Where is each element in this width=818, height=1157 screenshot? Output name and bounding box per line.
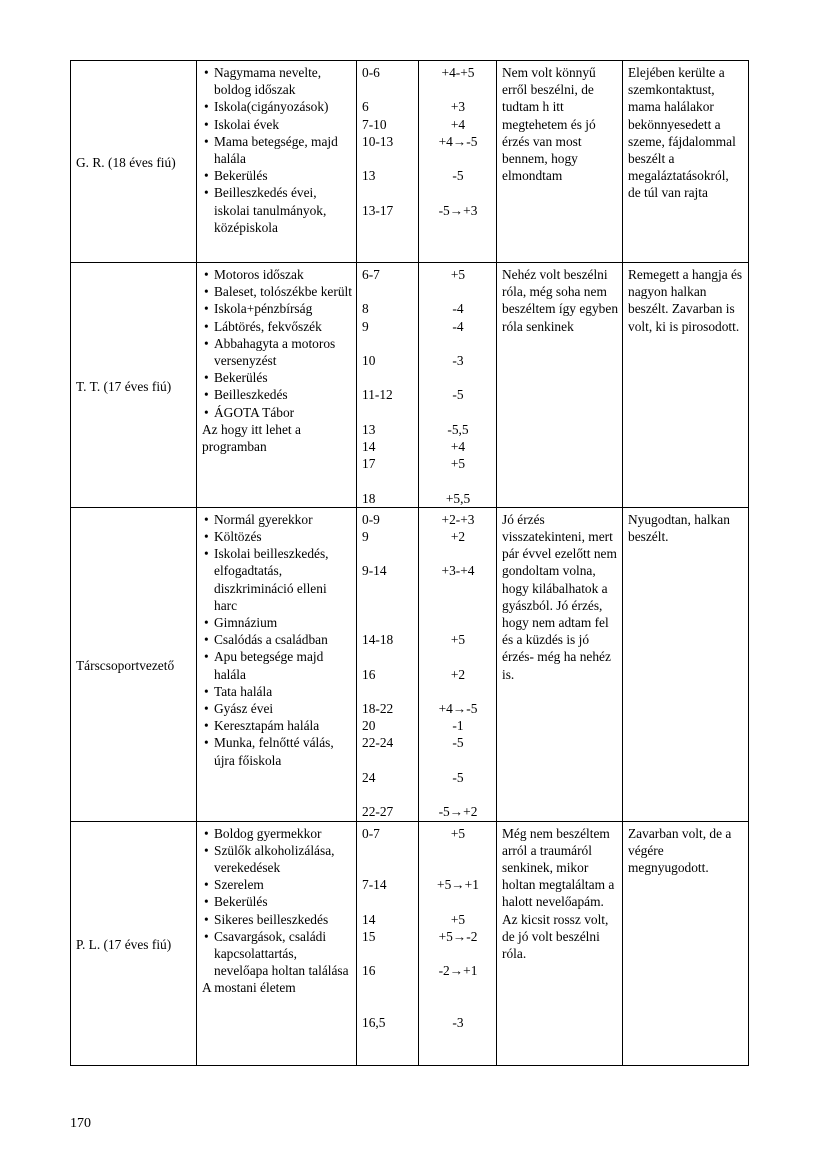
score-value: +4→-5 [438, 701, 478, 717]
event-item: • Motoros időszak [202, 266, 352, 283]
score-value: +4 [450, 439, 466, 455]
age-value: 24 [362, 769, 376, 785]
score-value [424, 979, 492, 996]
age-value [362, 580, 414, 597]
life-events-table [70, 60, 749, 1066]
age-value [362, 404, 414, 421]
age-value: 18 [362, 490, 376, 506]
age-value: 6 [362, 99, 369, 115]
score-value: -5,5 [447, 421, 469, 437]
score-value [424, 81, 492, 98]
observation-cell: Nyugodtan, halkan beszélt. [623, 507, 749, 821]
score-value [424, 893, 492, 910]
event-item: • Iskolai évek [202, 116, 352, 133]
event-item: • Apu betegsége majd halála [202, 648, 352, 682]
score-value: +5 [450, 456, 466, 472]
age-value: 14-18 [362, 632, 394, 648]
score-value [424, 997, 492, 1014]
page-number: 170 [70, 1116, 91, 1131]
age-value: 9 [362, 529, 369, 545]
age-value: 8 [362, 301, 369, 317]
score-value: -4 [452, 318, 464, 334]
observation-cell: Zavarban volt, de a végére megnyugodott. [623, 821, 749, 1065]
age-value: 14 [362, 439, 376, 455]
feeling-cell: Jó érzés visszatekinteni, mert pár évvel ezelőtt nem gondoltam volna, hogy kilábalhatok a gyászból. Jó érzés, hogy nem adtam fel és a küzdés is jó érzés- még ha nehéz is. [497, 507, 623, 821]
event-item: • Beilleszkedés évei, iskolai tanulmányok, középiskola [202, 184, 352, 236]
score-value [424, 945, 492, 962]
events-list [202, 825, 352, 980]
score-value: -3 [452, 1014, 464, 1030]
feeling-cell: Nehéz volt beszélni róla, még soha nem beszéltem így egyben róla senkinek [497, 263, 623, 508]
age-value [362, 859, 414, 876]
score-value [424, 752, 492, 769]
score-value: +5→-2 [438, 928, 478, 944]
score-value: +3 [450, 99, 466, 115]
score-value: -5 [452, 769, 464, 785]
age-value: 0-9 [362, 511, 380, 527]
feeling-cell: Még nem beszéltem arról a traumáról senkinek, mikor holtan megtaláltam a halott nevelőapám. Az kicsit rossz volt, de jó volt beszélni róla. [497, 821, 623, 1065]
event-note: A mostani életem [202, 980, 296, 996]
age-value [362, 283, 414, 300]
age-value: 20 [362, 718, 376, 734]
event-item: • Keresztapám halála [202, 717, 352, 734]
scores-cell [419, 61, 497, 263]
person-name: P. L. (17 éves fiú) [71, 821, 197, 1065]
score-value: -5 [452, 387, 464, 403]
score-value [424, 184, 492, 201]
score-value [424, 648, 492, 665]
age-value: 10 [362, 353, 376, 369]
event-item: • Munka, felnőtté válás, újra főiskola [202, 734, 352, 768]
events-cell [197, 507, 357, 821]
score-value [424, 859, 492, 876]
ages-cell [357, 507, 419, 821]
age-value [362, 683, 414, 700]
events-cell [197, 61, 357, 263]
score-value [424, 842, 492, 859]
score-value: +5 [450, 911, 466, 927]
score-value: +2 [450, 666, 466, 682]
score-value: -2→+1 [438, 963, 478, 979]
score-value: +3-+4 [441, 563, 475, 579]
table-body [71, 61, 749, 1066]
age-value: 9 [362, 318, 369, 334]
score-value [424, 283, 492, 300]
age-value: 10-13 [362, 133, 394, 149]
score-value [424, 335, 492, 352]
age-value: 7-10 [362, 116, 387, 132]
event-item: • Iskola+pénzbírság [202, 300, 352, 317]
events-cell [197, 821, 357, 1065]
age-value [362, 369, 414, 386]
event-item: • Gyász évei [202, 700, 352, 717]
table-row [71, 263, 749, 508]
score-value [424, 404, 492, 421]
event-item: • Bekerülés [202, 893, 352, 910]
event-item: • Iskolai beilleszkedés, elfogadtatás, diszkrimináció elleni harc [202, 545, 352, 614]
event-item: • ÁGOTA Tábor [202, 404, 352, 421]
age-value [362, 893, 414, 910]
person-name: G. R. (18 éves fiú) [71, 61, 197, 263]
event-item: • Szülők alkoholizálása, verekedések [202, 842, 352, 876]
age-value: 17 [362, 456, 376, 472]
score-value: -1 [452, 718, 464, 734]
score-value: +5 [450, 825, 466, 841]
score-value [424, 580, 492, 597]
event-item: • Normál gyerekkor [202, 511, 352, 528]
observation-cell: Remegett a hangja és nagyon halkan beszélt. Zavarban is volt, ki is pirosodott. [623, 263, 749, 508]
event-item: • Sikeres beilleszkedés [202, 911, 352, 928]
score-value: -5 [452, 168, 464, 184]
table-row [71, 821, 749, 1065]
age-value [362, 979, 414, 996]
age-value: 11-12 [362, 387, 393, 403]
event-item: • Baleset, tolószékbe került [202, 283, 352, 300]
ages-cell [357, 821, 419, 1065]
age-value [362, 184, 414, 201]
score-value: +5 [450, 267, 466, 282]
score-value: +5,5 [445, 490, 471, 506]
age-value: 0-7 [362, 825, 380, 841]
events-cell [197, 263, 357, 508]
score-value: -5 [452, 735, 464, 751]
age-value [362, 81, 414, 98]
age-value [362, 842, 414, 859]
score-value [424, 597, 492, 614]
event-item: • Nagymama nevelte, boldog időszak [202, 64, 352, 98]
score-value [424, 150, 492, 167]
score-value: +4→-5 [438, 133, 478, 149]
score-value [424, 614, 492, 631]
event-item: • Lábtörés, fekvőszék [202, 318, 352, 335]
event-item: • Költözés [202, 528, 352, 545]
event-item: • Iskola(cigányozások) [202, 98, 352, 115]
age-value: 16 [362, 666, 376, 682]
event-item: • Beilleszkedés [202, 386, 352, 403]
age-value: 22-27 [362, 804, 394, 820]
age-value: 13-17 [362, 202, 394, 218]
age-value: 14 [362, 911, 376, 927]
age-value: 13 [362, 168, 376, 184]
age-value [362, 752, 414, 769]
age-value [362, 614, 414, 631]
observation-cell: Elejében kerülte a szemkontaktust, mama halálakor bekönnyesedett a szeme, fájdalommal beszélt a megaláztatásokról, de túl van rajta [623, 61, 749, 263]
age-value: 0-6 [362, 65, 380, 80]
scores-cell [419, 821, 497, 1065]
event-item: • Gimnázium [202, 614, 352, 631]
score-value: +5→+1 [437, 877, 479, 893]
age-value: 16,5 [362, 1014, 386, 1030]
score-value: -3 [452, 353, 464, 369]
score-value [424, 472, 492, 489]
events-list [202, 266, 352, 421]
event-item: • Mama betegsége, majd halála [202, 133, 352, 167]
age-value [362, 545, 414, 562]
event-item: • Abbahagyta a motoros versenyzést [202, 335, 352, 369]
person-name: Társcsoportvezető [71, 507, 197, 821]
feeling-cell: Nem volt könnyű erről beszélni, de tudtam h itt megtehetem és jó érzés van most bennem, hogy elmondtam [497, 61, 623, 263]
score-value [424, 545, 492, 562]
age-value: 6-7 [362, 267, 380, 282]
event-item: • Bekerülés [202, 167, 352, 184]
events-list [202, 64, 352, 236]
scores-cell [419, 507, 497, 821]
age-value: 13 [362, 421, 376, 437]
age-value [362, 150, 414, 167]
score-value: +4 [450, 116, 466, 132]
age-value: 9-14 [362, 563, 387, 579]
age-value: 15 [362, 928, 376, 944]
age-value [362, 472, 414, 489]
table-row [71, 61, 749, 263]
age-value [362, 997, 414, 1014]
score-value [424, 683, 492, 700]
age-value: 18-22 [362, 701, 394, 717]
event-item: • Szerelem [202, 876, 352, 893]
event-item: • Tata halála [202, 683, 352, 700]
score-value [424, 786, 492, 803]
score-value [424, 369, 492, 386]
age-value [362, 648, 414, 665]
age-value: 22-24 [362, 735, 394, 751]
table-row [71, 507, 749, 821]
event-item: • Bekerülés [202, 369, 352, 386]
score-value: +5 [450, 632, 466, 648]
age-value [362, 597, 414, 614]
score-value: +2-+3 [441, 511, 475, 527]
score-value: +4-+5 [441, 65, 475, 80]
event-item: • Csalódás a családban [202, 631, 352, 648]
age-value [362, 335, 414, 352]
age-value [362, 786, 414, 803]
event-item: • Csavargások, családi kapcsolattartás, nevelőapa holtan találása [202, 928, 352, 980]
score-value: +2 [450, 529, 466, 545]
score-value: -5→+3 [438, 202, 478, 218]
events-list [202, 511, 352, 769]
score-value: -4 [452, 301, 464, 317]
event-note: Az hogy itt lehet a programban [202, 421, 301, 455]
ages-cell [357, 263, 419, 508]
scores-cell [419, 263, 497, 508]
person-name: T. T. (17 éves fiú) [71, 263, 197, 508]
age-value [362, 945, 414, 962]
ages-cell [357, 61, 419, 263]
score-value: -5→+2 [438, 804, 478, 820]
age-value: 7-14 [362, 877, 387, 893]
event-item: • Boldog gyermekkor [202, 825, 352, 842]
age-value: 16 [362, 963, 376, 979]
